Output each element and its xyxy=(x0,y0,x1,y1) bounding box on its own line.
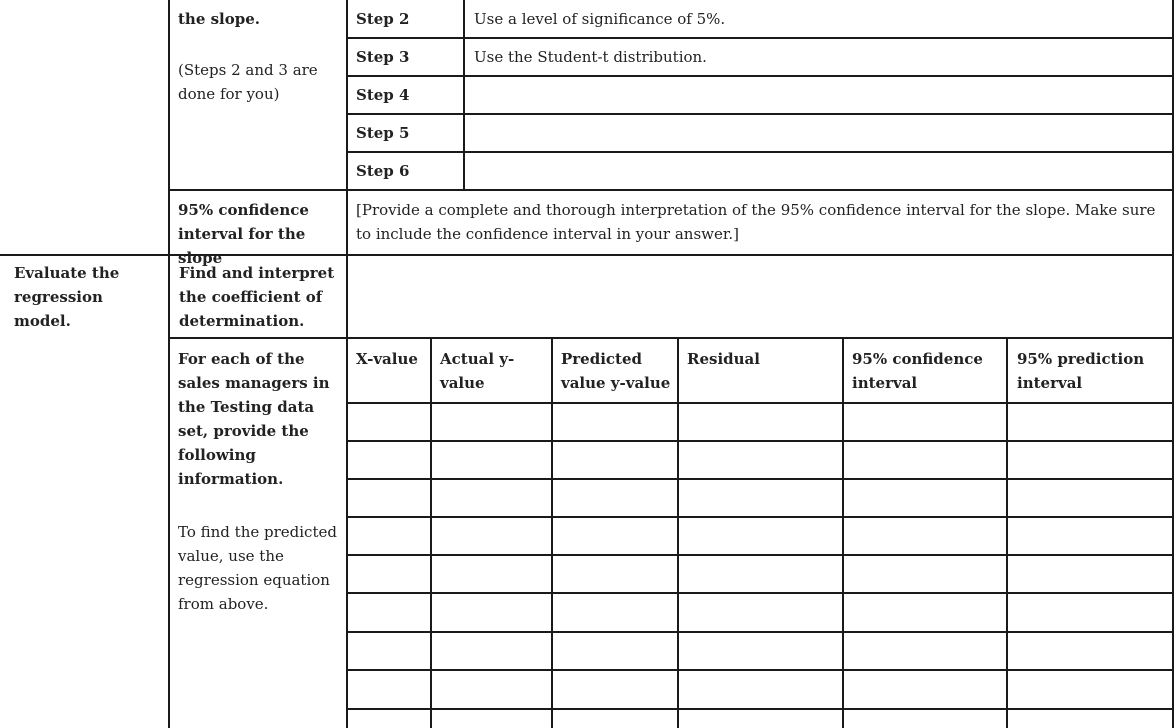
slope-test-note: (Steps 2 and 3 are done for you) xyxy=(178,61,318,103)
grid-line xyxy=(0,254,1174,256)
testing-instructions-note: To find the predicted value, use the regression equation from above. xyxy=(178,523,337,613)
step-2-label: Step 2 xyxy=(356,10,410,28)
col-header-x-value: X-value xyxy=(356,350,418,368)
grid-line xyxy=(463,0,465,190)
step-6-label: Step 6 xyxy=(356,162,410,180)
confidence-interval-instructions[interactable]: [Provide a complete and thorough interpretation of the 95% confidence interval for the slope. Make sure to include the confidence interval in your answer.] xyxy=(356,201,1156,243)
col-header-residual: Residual xyxy=(687,350,760,368)
step-3-label: Step 3 xyxy=(356,48,410,66)
col-header-actual-y: Actual y-value xyxy=(440,350,515,392)
table-row[interactable] xyxy=(349,518,1171,553)
grid-line xyxy=(346,113,1174,115)
table-row[interactable] xyxy=(349,404,1171,439)
coef-determination-label: Find and interpret the coefficient of determination. xyxy=(179,264,335,330)
table-row[interactable] xyxy=(349,442,1171,477)
testing-instructions-label: For each of the sales managers in the Testing data set, provide the following information. xyxy=(178,350,330,488)
step-4-label: Step 4 xyxy=(356,86,410,104)
table-row[interactable] xyxy=(349,480,1171,515)
grid-line xyxy=(346,75,1174,77)
step-2-text[interactable]: Use a level of significance of 5%. xyxy=(474,10,726,28)
col-header-confidence-interval: 95% confidence interval xyxy=(852,350,983,392)
table-row[interactable] xyxy=(349,671,1171,707)
table-row[interactable] xyxy=(349,556,1171,591)
grid-line xyxy=(346,151,1174,153)
step-5-answer-cell[interactable] xyxy=(466,116,1171,150)
grid-line xyxy=(1172,0,1174,728)
step-3-text[interactable]: Use the Student-t distribution. xyxy=(474,48,707,66)
confidence-interval-label: 95% confidence interval for the slope xyxy=(178,201,309,267)
col-header-predicted-y: Predicted value y-value xyxy=(561,350,671,392)
step-4-answer-cell[interactable] xyxy=(466,78,1171,112)
grid-line xyxy=(346,256,348,728)
table-row[interactable] xyxy=(349,594,1171,630)
col-header-prediction-interval: 95% prediction interval xyxy=(1017,350,1145,392)
step-6-answer-cell[interactable] xyxy=(466,154,1171,188)
table-row[interactable] xyxy=(349,710,1171,728)
grid-line xyxy=(346,37,1174,39)
coef-determination-answer-cell[interactable] xyxy=(349,257,1171,336)
grid-line xyxy=(168,337,1174,339)
slope-test-label: the slope. xyxy=(178,10,261,28)
grid-line xyxy=(168,189,1174,191)
grid-line xyxy=(168,0,170,728)
evaluate-label: Evaluate the regression model. xyxy=(14,264,120,330)
table-row[interactable] xyxy=(349,633,1171,668)
step-5-label: Step 5 xyxy=(356,124,410,142)
